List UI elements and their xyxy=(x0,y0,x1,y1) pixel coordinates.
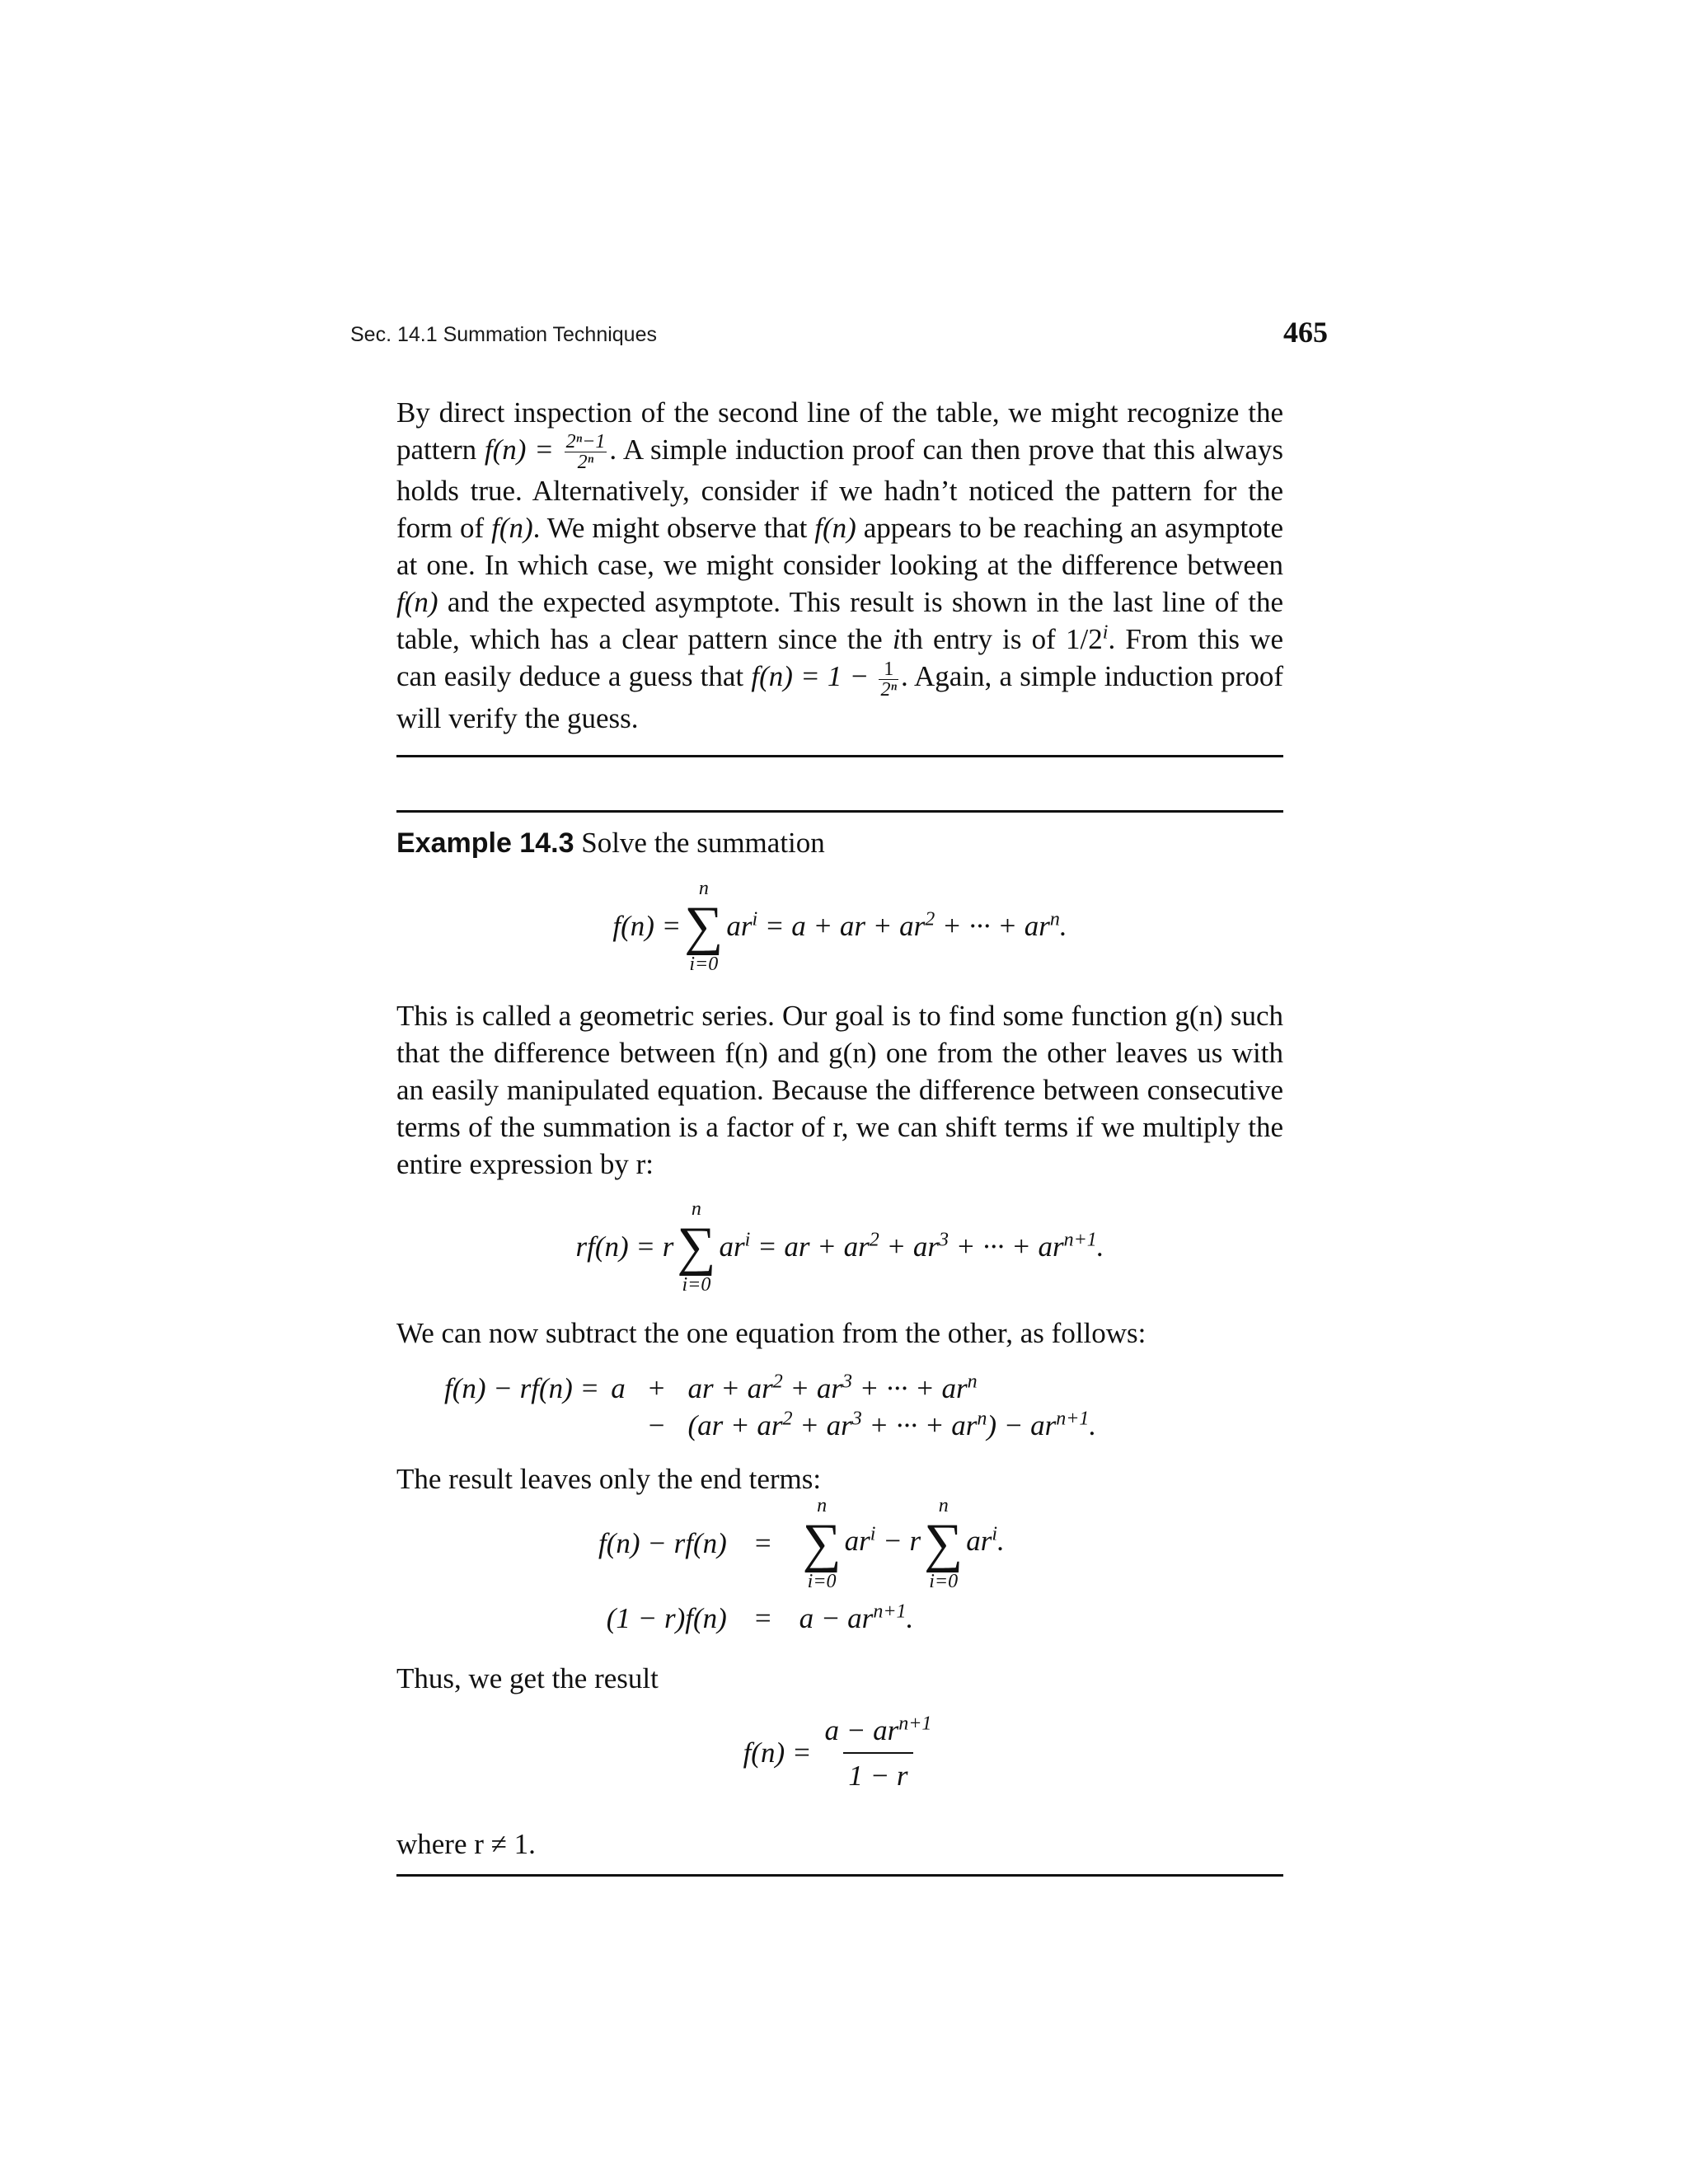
eq-term: a − ar xyxy=(799,1601,874,1634)
eq-equals: = xyxy=(754,1601,771,1634)
math-fn: f(n) xyxy=(491,512,533,545)
eq-exp: i xyxy=(744,1229,751,1251)
sigma-symbol: ∑ xyxy=(684,895,724,956)
fraction-numerator: a − ar xyxy=(824,1713,899,1746)
eq-exp: 2 xyxy=(782,1408,793,1430)
running-header: Sec. 14.1 Summation Techniques xyxy=(350,323,657,346)
eq-term: ar xyxy=(726,910,753,943)
fraction-numerator: 2ⁿ−1 xyxy=(565,431,606,453)
eq-term: + ··· + ar xyxy=(861,1408,978,1441)
fraction-guess xyxy=(879,659,898,700)
eq-exp: n+1 xyxy=(898,1713,932,1735)
math-fn: f(n) xyxy=(396,586,438,619)
sum-lower: i=0 xyxy=(682,1273,711,1296)
eq-term: + ··· + ar xyxy=(948,1230,1064,1263)
fraction-denominator: 1 − r xyxy=(843,1752,912,1794)
math-guess: f(n) = 1 − xyxy=(751,660,877,693)
eq-exp: 2 xyxy=(869,1229,879,1251)
eq-exp: 3 xyxy=(842,1371,853,1393)
eq-term: − r xyxy=(875,1524,921,1557)
sum-lower: i=0 xyxy=(929,1570,959,1592)
eq-exp: i xyxy=(752,908,758,930)
sigma-symbol: ∑ xyxy=(802,1512,842,1573)
example-heading xyxy=(396,824,1283,862)
eq-term: = a + ar + ar xyxy=(757,910,926,943)
eq-term: + ··· + ar xyxy=(935,910,1050,943)
eq-lhs: (1 − r)f(n) xyxy=(606,1601,727,1634)
eq-term: (ar + ar xyxy=(687,1408,783,1441)
eq-term: ) − ar xyxy=(987,1408,1057,1441)
eq-lhs: f(n) − rf(n) = xyxy=(444,1371,600,1404)
eq-exp: n xyxy=(1049,908,1060,930)
page-number: 465 xyxy=(1283,316,1328,349)
eq-term: ar xyxy=(844,1524,870,1557)
eq-exp: n+1 xyxy=(1056,1408,1090,1430)
eq-lhs: f(n) − rf(n) xyxy=(598,1527,727,1560)
example-top-rule xyxy=(396,810,1283,813)
eq-term: ar + ar xyxy=(687,1371,773,1404)
intro-text: th entry is of xyxy=(900,623,1067,656)
math-exponent: i xyxy=(1102,621,1109,644)
summation xyxy=(924,1494,963,1593)
summation xyxy=(803,1494,842,1593)
eq-term: ar xyxy=(966,1524,992,1557)
eq-term: + ··· + ar xyxy=(852,1371,968,1404)
math-expr: 1/2 xyxy=(1066,623,1103,656)
math-fn: f(n) xyxy=(814,512,856,545)
equation-geometric-sum xyxy=(396,877,1283,976)
math-var: i xyxy=(892,623,901,656)
sum-lower: i=0 xyxy=(689,953,719,975)
example-label: Example 14.3 xyxy=(396,827,574,859)
eq-equals: = xyxy=(754,1527,771,1560)
eq-operator: + xyxy=(648,1371,665,1404)
eq-lhs: f(n) = xyxy=(743,1736,812,1769)
eq-term: . xyxy=(1096,1230,1104,1263)
eq-term: + ar xyxy=(792,1408,852,1441)
eq-exp: 2 xyxy=(925,908,935,930)
result-fraction xyxy=(819,1712,936,1794)
eq-term: + ar xyxy=(782,1371,843,1404)
section-rule xyxy=(396,755,1283,757)
eq-exp: n+1 xyxy=(873,1601,907,1623)
fraction-numerator: 1 xyxy=(884,658,894,680)
intro-text: . From this we can easily deduce a guess that xyxy=(396,623,1283,693)
equation-result xyxy=(396,1712,1283,1794)
eq-exp: n+1 xyxy=(1063,1229,1097,1251)
intro-text: By direct inspection of the second line of the table, we might recognize the pattern xyxy=(396,396,1283,466)
eq-exp: i xyxy=(870,1523,876,1545)
eq-term: ar xyxy=(719,1230,745,1263)
eq-lhs: f(n) = xyxy=(612,910,682,943)
fraction-denominator: 2ⁿ xyxy=(565,452,607,472)
eq-exp: n xyxy=(967,1371,978,1393)
eq-term: + ar xyxy=(879,1230,939,1263)
fraction-pattern xyxy=(565,432,607,472)
sum-lower: i=0 xyxy=(807,1570,837,1592)
eq-exp: n xyxy=(977,1408,987,1430)
sum-upper: n xyxy=(691,1197,701,1220)
summation xyxy=(677,1197,715,1296)
intro-text: . Again, a simple induction proof will verify the guess. xyxy=(396,660,1284,734)
eq-term: . xyxy=(1059,910,1067,943)
intro-text: and the expected asymptote. This result is shown in the last line of the table, which has a clear pattern since the xyxy=(396,586,1283,656)
end-terms-paragraph: The result leaves only the end terms: xyxy=(396,1462,822,1495)
eq-operator: − xyxy=(648,1408,665,1441)
sigma-symbol: ∑ xyxy=(924,1512,964,1573)
summation xyxy=(684,877,723,976)
eq-term: a xyxy=(611,1371,626,1404)
eq-term: . xyxy=(997,1524,1005,1557)
eq-term: . xyxy=(1089,1408,1097,1441)
geometric-paragraph: This is called a geometric series. Our goal is to find some function g(n) such that the difference between f(n) and g(n) one from the other leaves us with an easily manipulated equation. Because the difference between consecutive terms of the summation is a factor of r, we can shift terms if we multiply the entire expression by r: xyxy=(396,999,1283,1180)
fraction-denominator: 2ⁿ xyxy=(880,678,897,701)
result-paragraph: Thus, we get the result xyxy=(396,1661,659,1694)
sum-upper: n xyxy=(817,1494,828,1516)
example-intro: Solve the summation xyxy=(574,826,825,859)
equation-subtraction xyxy=(444,1370,1283,1444)
condition-paragraph: where r ≠ 1. xyxy=(396,1827,536,1860)
math-fn: f(n) = xyxy=(484,434,562,466)
eq-term: . xyxy=(906,1601,914,1634)
intro-text: appears to be reaching an asymptote at one. In which case, we might consider looking at the difference between xyxy=(396,512,1283,582)
eq-term: = ar + ar xyxy=(750,1230,870,1263)
intro-paragraph xyxy=(396,394,1283,737)
sigma-symbol: ∑ xyxy=(677,1216,716,1277)
eq-exp: 3 xyxy=(938,1229,949,1251)
intro-text: . A simple induction proof can then prove that this always holds true. Alternatively, consider if we hadn’t noticed the pattern for the form of xyxy=(396,434,1283,545)
equation-rf xyxy=(396,1197,1283,1296)
eq-lhs: rf(n) = r xyxy=(575,1230,674,1263)
eq-exp: 2 xyxy=(772,1371,783,1393)
eq-exp: i xyxy=(992,1523,998,1545)
example-bottom-rule xyxy=(396,1874,1283,1877)
page-content xyxy=(396,394,1283,1877)
subtract-paragraph: We can now subtract the one equation from the other, as follows: xyxy=(396,1316,1146,1349)
equation-end-terms xyxy=(598,1494,1283,1637)
eq-exp: 3 xyxy=(851,1408,862,1430)
sum-upper: n xyxy=(938,1494,949,1516)
sum-upper: n xyxy=(698,877,709,899)
intro-text: . We might observe that xyxy=(532,512,815,545)
